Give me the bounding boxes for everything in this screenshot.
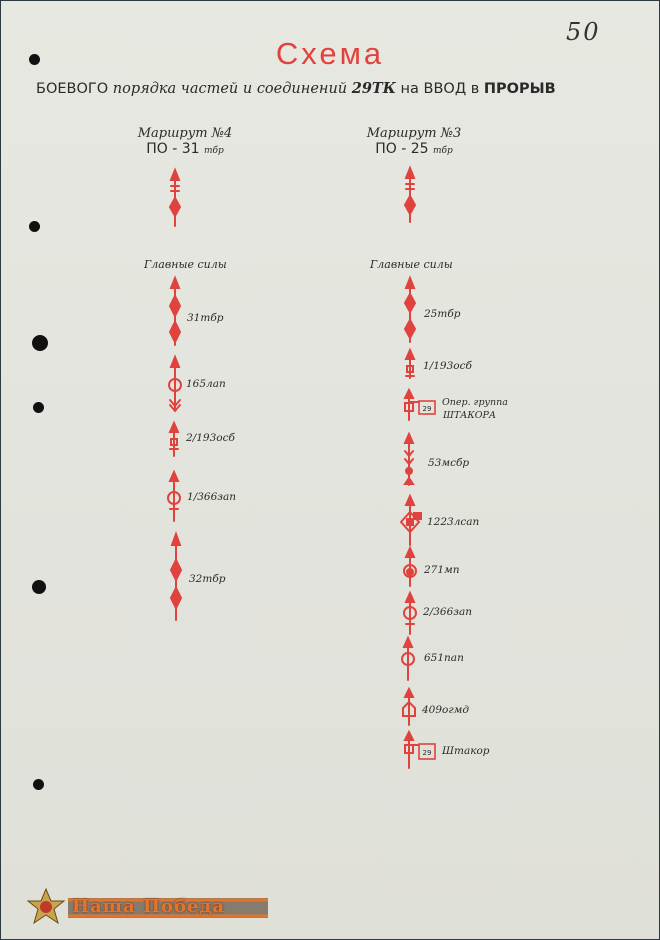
route-title: Маршрут №4 — [137, 126, 233, 141]
tank-brigade-icon — [170, 278, 180, 345]
subtitle-part: на ВВОД в — [400, 81, 480, 97]
artillery-regiment-icon — [402, 638, 414, 680]
right-section-label: Главные силы — [370, 258, 453, 271]
unit-label: 165лап — [186, 378, 226, 390]
aa-artillery-icon — [404, 593, 416, 634]
unit-label: 53мсбр — [428, 457, 470, 469]
unit-label: 1223лсап — [427, 516, 480, 528]
left-section-label: Главные силы — [144, 258, 227, 271]
rocket-division-icon — [403, 689, 415, 725]
tank-brigade-icon — [170, 170, 180, 226]
subtitle-part: порядка частей и соединений — [112, 81, 348, 97]
subtitle-part: ПРОРЫВ — [483, 81, 556, 97]
aa-artillery-icon — [168, 472, 180, 521]
unit-label: 31тбр — [187, 312, 224, 324]
sapper-battalion-icon — [170, 423, 178, 456]
motor-rifle-brigade-icon — [405, 434, 413, 485]
hq-flag-number: 29 — [422, 749, 432, 757]
sp-artillery-icon — [401, 496, 421, 545]
unit-label: 2/366зап — [423, 606, 473, 618]
unit-label: 25тбр — [424, 308, 461, 320]
hq-flag-number: 29 — [422, 405, 432, 413]
unit-label: 271мп — [424, 564, 460, 576]
unit-label: 651пап — [424, 652, 464, 664]
tank-brigade-icon — [171, 534, 181, 620]
subtitle-part: БОЕВОГО — [36, 81, 109, 97]
sapper-battalion-icon — [406, 350, 414, 378]
unit-label: ШТАКОРА — [443, 410, 497, 421]
route-title: Маршрут №3 — [366, 126, 462, 141]
unit-label: 1/366зап — [187, 491, 237, 503]
unit-label: 32тбр — [189, 573, 226, 585]
tank-brigade-icon — [405, 278, 415, 342]
route-lead: ПО - 25 тбр — [375, 141, 453, 157]
subtitle-part: 29ТК — [351, 80, 396, 97]
route-lead: ПО - 31 тбр — [146, 141, 224, 157]
tank-brigade-icon — [405, 168, 415, 222]
unit-label: 2/193осб — [186, 432, 235, 444]
mortar-regiment-icon — [404, 548, 416, 586]
logo-text: Наша Победа — [72, 896, 226, 917]
unit-label: Штакор — [442, 745, 490, 757]
unit-label: 1/193осб — [423, 360, 472, 372]
document-title: Схема — [275, 36, 385, 71]
page-number: 50 — [566, 18, 601, 46]
unit-label: 409огмд — [422, 704, 470, 716]
artillery-regiment-icon — [169, 357, 181, 411]
unit-label: Опер. группа — [442, 397, 508, 408]
